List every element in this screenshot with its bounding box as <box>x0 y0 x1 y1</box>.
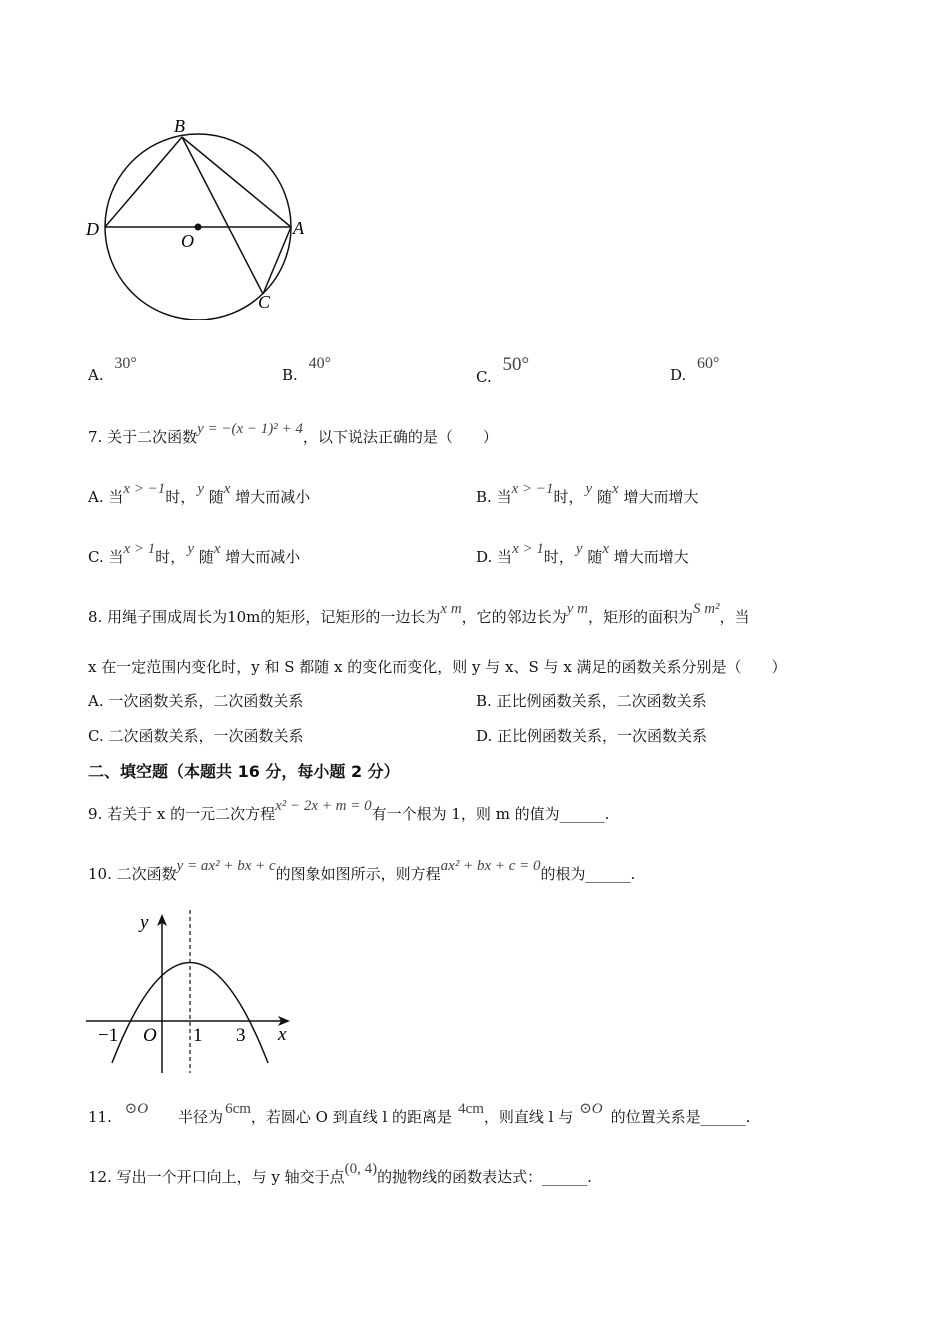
label-d: D <box>86 219 99 239</box>
question-8: 8. 用绳子围成周长为10m的矩形，记矩形的一边长为x m，它的邻边长为y m，矩形的面积为S m²，当 <box>88 601 750 626</box>
question-10: 10. 二次函数y = ax² + bx + c的图象如图所示，则方程ax² + bx + c = 0的根为______. <box>88 858 636 883</box>
chord-bc <box>182 137 263 294</box>
question-8-line2: x 在一定范围内变化时，y 和 S 都随 x 的变化而变化，则 y 与 x、S 与 x 满足的函数关系分别是（ ） <box>88 658 787 676</box>
tick-label-1: 1 <box>193 1025 203 1046</box>
question-7: 7. 关于二次函数y = −(x − 1)² + 4，以下说法正确的是（ ） <box>88 421 498 446</box>
q8-option-d[interactable]: D. 正比例函数关系，一次函数关系 <box>476 727 708 745</box>
section-heading: 二、填空题（本题共 16 分，每小题 2 分） <box>88 762 400 781</box>
x-axis-label: x <box>278 1024 287 1045</box>
chord-ac <box>263 227 291 294</box>
q8-option-c[interactable]: C. 二次函数关系，一次函数关系 <box>88 727 304 745</box>
question-9: 9. 若关于 x 的一元二次方程x² − 2x + m = 0有一个根为 1，则 m 的值为______. <box>88 798 610 823</box>
q7-option-c[interactable]: C. 当x > 1时， y 随x 增大而减小 <box>88 541 301 566</box>
q7-formula: y = −(x − 1)² + 4 <box>197 421 303 437</box>
q7-option-b[interactable]: B. 当x > −1时， y 随x 增大而增大 <box>476 481 699 506</box>
q6-option-b[interactable]: B. 40° <box>282 355 331 384</box>
tick-label-neg1: −1 <box>98 1025 119 1046</box>
origin-label: O <box>143 1025 157 1046</box>
q7-option-d[interactable]: D. 当x > 1时， y 随x 增大而增大 <box>476 541 689 566</box>
question-12: 12. 写出一个开口向上，与 y 轴交于点(0, 4)的抛物线的函数表达式：______. <box>88 1161 592 1186</box>
label-c: C <box>258 292 271 312</box>
circle-figure <box>80 110 320 320</box>
label-o: O <box>181 231 194 251</box>
q8-option-b[interactable]: B. 正比例函数关系，二次函数关系 <box>476 692 707 710</box>
q8-option-a[interactable]: A. 一次函数关系，二次函数关系 <box>88 692 304 710</box>
q6-option-a[interactable]: A. 30° <box>88 355 137 384</box>
question-11: 11. ⊙O 半径为 6cm，若圆心 O 到直线 l 的距离是 4cm，则直线 l 与 ⊙O 的位置关系是______. <box>88 1101 751 1126</box>
tick-label-3: 3 <box>236 1025 246 1046</box>
y-axis-label: y <box>140 912 149 933</box>
q6-option-d[interactable]: D. 60° <box>670 355 720 384</box>
parabola-graph <box>82 908 302 1078</box>
q7-option-a[interactable]: A. 当x > −1时， y 随x 增大而减小 <box>88 481 311 506</box>
q6-option-c[interactable]: C. 50° <box>476 354 530 386</box>
label-a: A <box>293 218 304 238</box>
chord-ba <box>182 137 291 227</box>
center-point <box>195 224 202 231</box>
label-b: B <box>174 116 185 136</box>
parabola-curve <box>112 963 268 1064</box>
